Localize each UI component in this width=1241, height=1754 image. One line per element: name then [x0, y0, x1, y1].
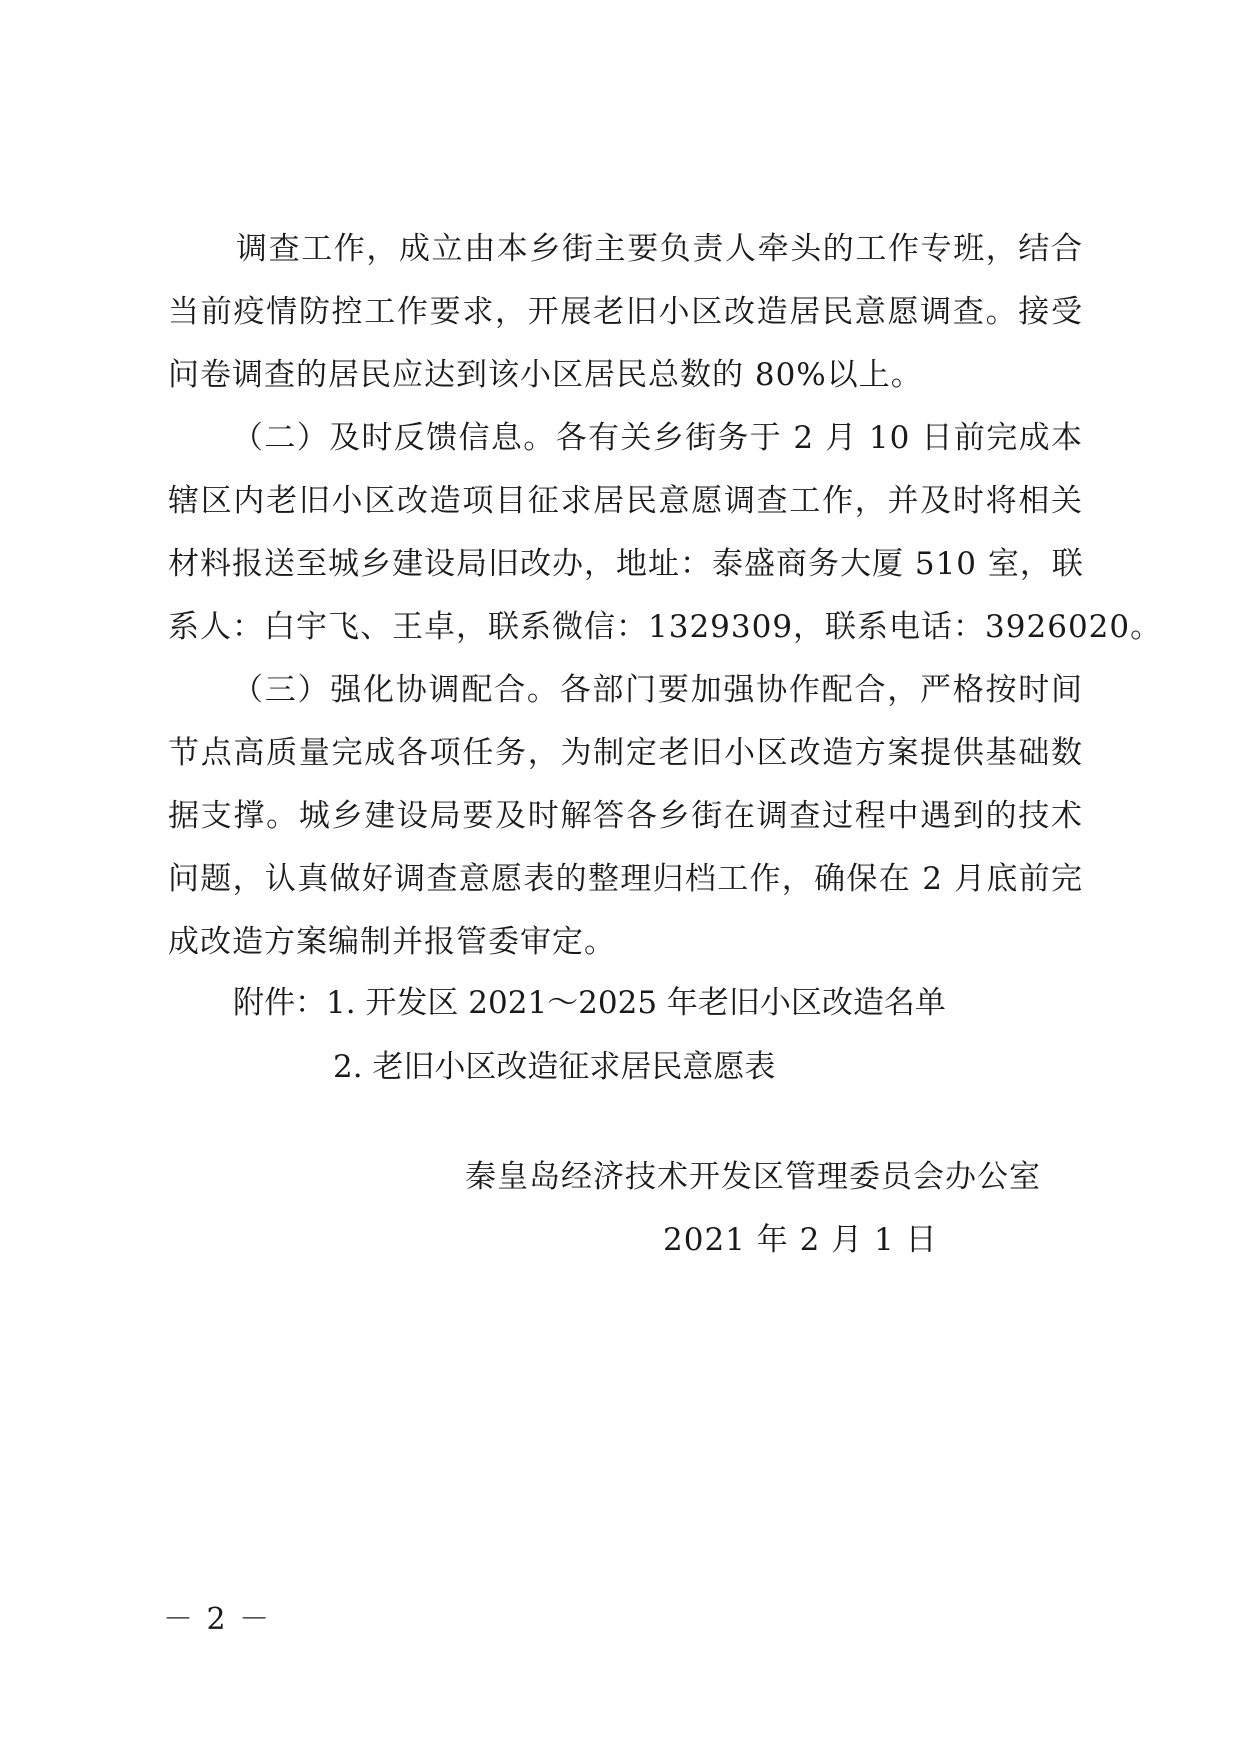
paragraph-line: 调查工作，成立由本乡街主要负责人牵头的工作专班，结合	[236, 231, 1083, 267]
signature-date: 2021 年 2 月 1 日	[663, 1222, 938, 1258]
body-text	[168, 228, 1163, 984]
paragraph-line: 问卷调查的居民应达到该小区居民总数的 80%以上。	[168, 357, 923, 393]
paragraph-line: 系人：白宇飞、王卓，联系微信：1329309，联系电话：3926020。	[168, 609, 1163, 645]
paragraph-line: 问题，认真做好调查意愿表的整理归档工作，确保在 2 月底前完	[168, 861, 1083, 897]
attachment-item: 1. 开发区 2021～2025 年老旧小区改造名单	[326, 985, 946, 1021]
paragraph-line: 据支撑。城乡建设局要及时解答各乡街在调查过程中遇到的技术	[168, 798, 1083, 834]
paragraph-line: 材料报送至城乡建设局旧改办，地址：泰盛商务大厦 510 室，联	[168, 546, 1084, 582]
attachment-item: 2. 老旧小区改造征求居民意愿表	[333, 1049, 776, 1085]
attachment-row	[233, 1046, 946, 1089]
attachments	[233, 982, 946, 1110]
paragraph-line: 成改造方案编制并报管委审定。	[168, 924, 616, 960]
attachment-row	[233, 982, 946, 1025]
paragraph-line: 当前疫情防控工作要求，开展老旧小区改造居民意愿调查。接受	[168, 294, 1083, 330]
paragraph-line: （二）及时反馈信息。各有关乡街务于 2 月 10 日前完成本	[232, 420, 1083, 456]
paragraph-line: 辖区内老旧小区改造项目征求居民意愿调查工作，并及时将相关	[168, 483, 1083, 519]
paragraph-line: 节点高质量完成各项任务，为制定老旧小区改造方案提供基础数	[168, 735, 1083, 771]
signature-organization: 秦皇岛经济技术开发区管理委员会办公室	[465, 1159, 1041, 1195]
paragraph-line: （三）强化协调配合。各部门要加强协作配合，严格按时间	[232, 672, 1083, 708]
page-number: － 2 －	[163, 1602, 272, 1637]
attachment-label: 附件：	[233, 985, 326, 1021]
